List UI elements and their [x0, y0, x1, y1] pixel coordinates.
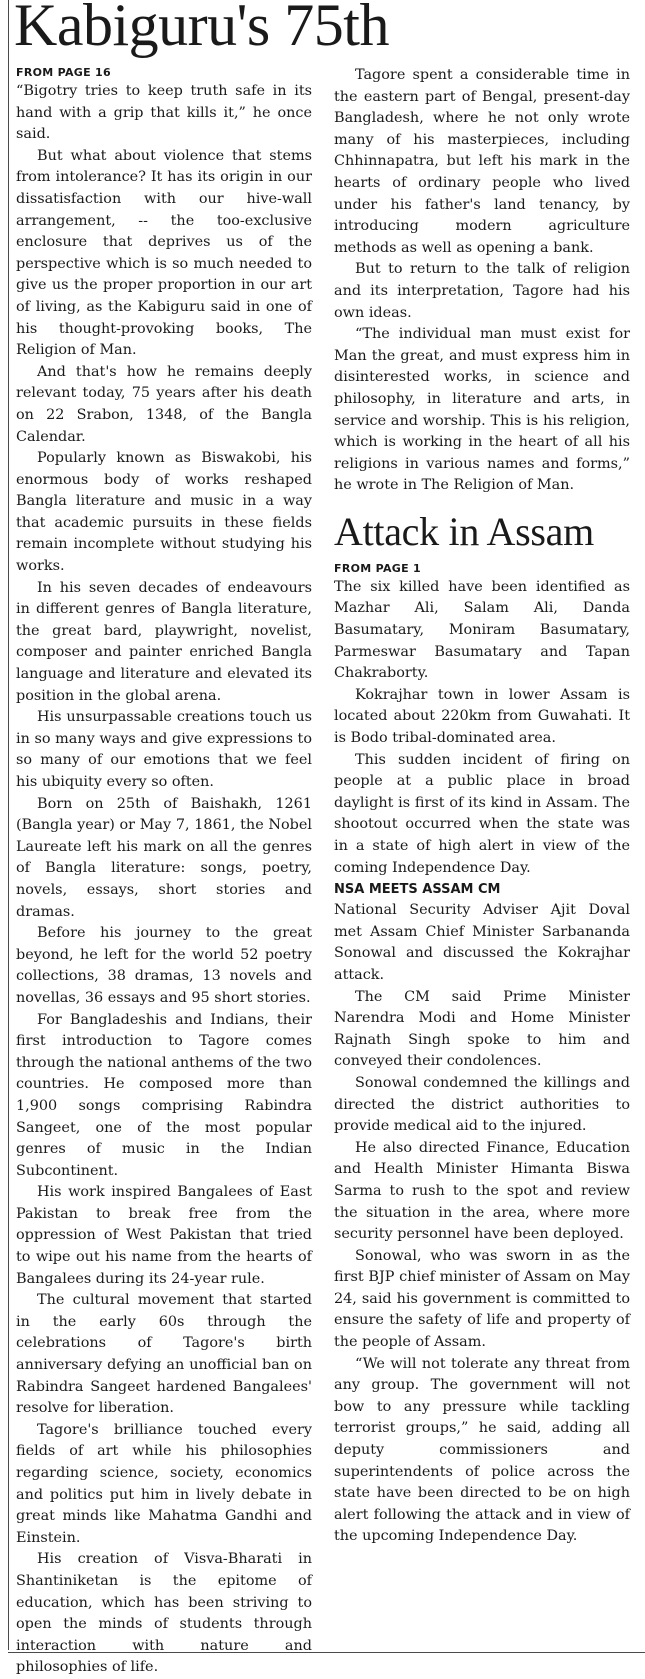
story1-paragraph: Born on 25th of Baishakh, 1261 (Bangla year) or May 7, 1861, the Nobel Laureate left his mark on all the genres of Bangla literature: songs, poetry, novels, essays, short stories and dramas.	[16, 795, 312, 920]
story1-paragraph: The cultural movement that started in the early 60s through the celebrations of Tagore's birth anniversary defying an unofficial ban on Rabindra Sangeet hardened Bangalees' resolve for liberation.	[16, 1292, 312, 1417]
story2-paragraph: The six killed have been identified as Mazhar Ali, Salam Ali, Danda Basumatary, Moniram Basumatary, Parmeswar Basumatary and Tapan Chakraborty.	[334, 578, 630, 682]
story1-paragraph: His unsurpassable creations touch us in so many ways and give expressions to so many of our emotions that we feel his ubiquity every so often.	[16, 709, 312, 790]
story2-paragraph: Sonowal, who was sworn in as the first BJP chief minister of Assam on May 24, said his government is committed to ensure the safety of life and property of the people of Assam.	[334, 1247, 630, 1351]
story2-paragraph: “We will not tolerate any threat from any group. The government will not bow to any pressure while tackling terrorist groups,” he said, adding all deputy commissioners and superintendents of police across the state have been directed to be on high alert following the attack and in view of the upcoming Independence Day.	[334, 1355, 630, 1545]
story1-paragraph: “The individual man must exist for Man the great, and must express him in disinterested works, in science and philosophy, in literature and arts, in service and worship. This is his religion, which is working in the heart of all his religions in various names and forms,” he wrote in The Religion of Man.	[334, 326, 630, 494]
story1-paragraph: His creation of Visva-Bharati in Shantiniketan is the epitome of education, which has been striving to open the minds of students through interaction with nature and philosophies of life.	[16, 1551, 312, 1676]
story2-paragraph: Kokrajhar town in lower Assam is located about 220km from Guwahati. It is Bodo tribal-dominated area.	[334, 686, 630, 747]
story2-paragraph: National Security Adviser Ajit Doval met Assam Chief Minister Sarbananda Sonowal and discussed the Kokrajhar attack.	[334, 902, 630, 983]
story1-column-left	[16, 65, 312, 1679]
story1-paragraph: But what about violence that stems from intolerance? It has its origin in our dissatisfaction with our hive-wall arrangement, -- the too-exclusive enclosure that deprives us of the perspective which is so much needed to give us the proper proportion in our art of living, as the Kabiguru said in one of his thought-provoking books, The Religion of Man.	[16, 147, 312, 359]
story2-paragraph: This sudden incident of firing on people at a public place in broad daylight is first of its kind in Assam. The shootout occurred when the state was in a state of high alert in view of the coming Independence Day.	[334, 751, 630, 876]
story1-paragraph: But to return to the talk of religion and its interpretation, Tagore had his own ideas.	[334, 261, 630, 321]
story1-paragraph: For Bangladeshis and Indians, their first introduction to Tagore comes through the national anthems of the two countries. He composed more than 1,900 songs comprising Rabindra Sangeet, one of the most popular genres of music in the Indian Subcontinent.	[16, 1011, 312, 1179]
story2-paragraph: Sonowal condemned the killings and directed the district authorities to provide medical aid to the injured.	[334, 1074, 630, 1135]
story2-subhead: NSA MEETS ASSAM CM	[334, 882, 501, 898]
headline-kabiguru: Kabiguru's 75th	[14, 0, 389, 58]
story1-paragraph: His work inspired Bangalees of East Pakistan to break free from the oppression of West Pakistan that tried to wipe out his name from the hearts of Bangalees during its 24-year rule.	[16, 1184, 312, 1287]
story2-paragraph: The CM said Prime Minister Narendra Modi and Home Minister Rajnath Singh spoke to him and conveyed their condolences.	[334, 988, 630, 1070]
story2-kicker: FROM PAGE 1	[334, 561, 422, 575]
story1-paragraph: Tagore spent a considerable time in the eastern part of Bengal, present-day Bangladesh, where he not only wrote many of his masterpieces, including Chhinnapatra, but left his mark in the hearts of ordinary people who lived under his father's land tenancy, by introducing modern agriculture methods as well as opening a bank.	[334, 67, 630, 256]
story1-paragraph: In his seven decades of endeavours in different genres of Bangla literature, the great bard, playwright, novelist, composer and painter enriched Bangla language and literature and elevated its position in the global arena.	[16, 579, 312, 704]
story1-paragraph: And that's how he remains deeply relevant today, 75 years after his death on 22 Srabon, 1348, of the Bangla Calendar.	[16, 363, 312, 445]
story1-kicker: FROM PAGE 16	[16, 66, 111, 79]
story1-paragraph: “Bigotry tries to keep truth safe in its hand with a grip that kills it,” he once said.	[16, 83, 312, 143]
story1-paragraph: Tagore's brilliance touched every fields of art while his philosophies regarding science, society, economics and politics put him in lively debate in great minds like Mahatma Gandhi and Einstein.	[16, 1421, 312, 1546]
story2-paragraph: He also directed Finance, Education and Health Minister Himanta Biswa Sarma to rush to the spot and review the situation in the area, where more security personnel have been deployed.	[334, 1139, 630, 1243]
headline-attack-in-assam: Attack in Assam	[334, 508, 594, 554]
story1-paragraph: Before his journey to the great beyond, he left for the world 52 poetry collections, 38 dramas, 13 novels and novellas, 36 essays and 95 short stories.	[16, 925, 312, 1006]
story-column-right	[334, 65, 630, 1548]
story1-paragraph: Popularly known as Biswakobi, his enormous body of works reshaped Bangla literature and music in a way that academic pursuits in these fields remain incomplete without studying his works.	[16, 450, 312, 575]
column-rule-left	[8, 0, 9, 1650]
